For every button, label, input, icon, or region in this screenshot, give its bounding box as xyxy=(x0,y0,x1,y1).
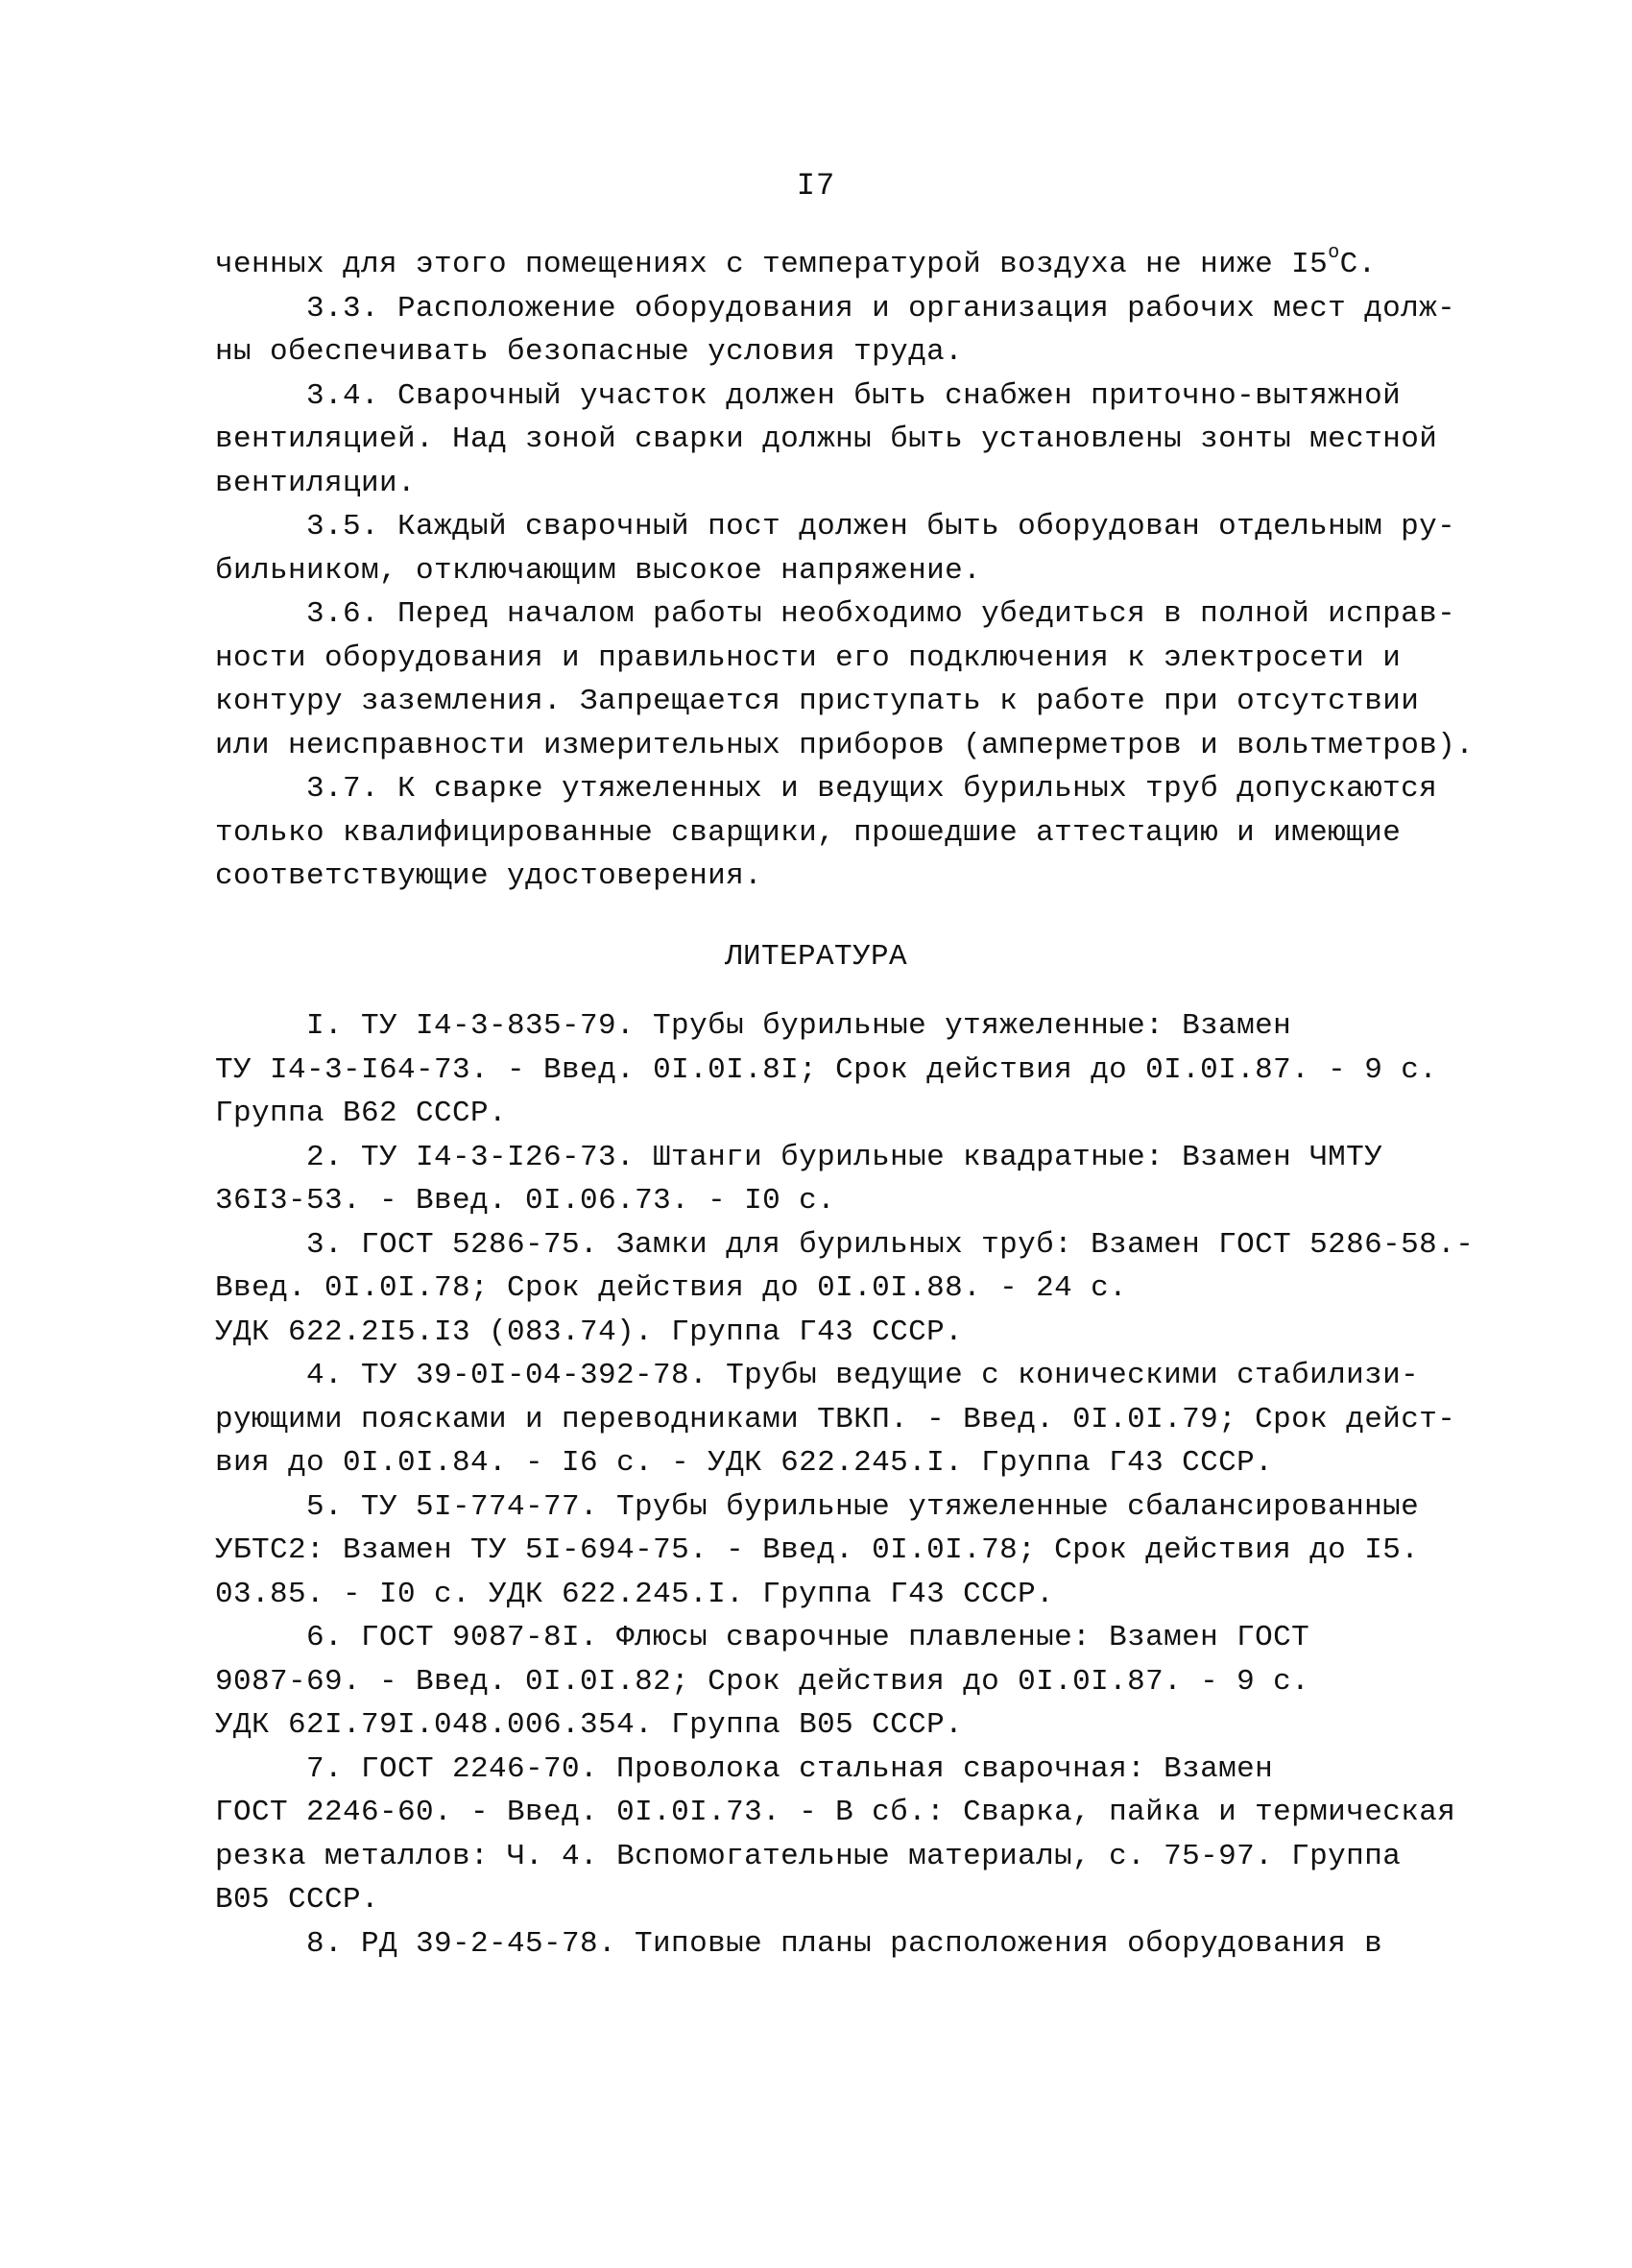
paragraph-line: УДК 622.2I5.I3 (083.74). Группа Г43 СССР. xyxy=(215,1315,964,1349)
paragraph-line: I. ТУ I4-3-835-79. Трубы бурильные утяжеленные: Взамен xyxy=(306,1009,1292,1043)
paragraph-line: В05 СССР. xyxy=(215,1883,380,1917)
paragraph-line: вентиляции. xyxy=(215,466,417,500)
reference-item xyxy=(215,1616,1463,1748)
reference-item xyxy=(215,1223,1475,1355)
safety-paragraph xyxy=(215,505,1463,592)
paragraph-line: 7. ГОСТ 2246-70. Проволока стальная сварочная: Взамен xyxy=(306,1751,1274,1786)
reference-item xyxy=(215,1354,1463,1485)
paragraph-line: 03.85. - I0 с. УДК 622.245.I. Группа Г43 СССР. xyxy=(215,1577,1055,1611)
paragraph-line: Группа В62 СССР. xyxy=(215,1097,508,1130)
paragraph-line: УБТС2: Взамен ТУ 5I-694-75. - Введ. 0I.0I.78; Срок действия до I5. xyxy=(215,1533,1420,1567)
reference-item xyxy=(215,1748,1463,1922)
paragraph-line: Введ. 0I.0I.78; Срок действия до 0I.0I.88. - 24 с. xyxy=(215,1271,1128,1305)
paragraph-line: 3. ГОСТ 5286-75. Замки для бурильных труб: Взамен ГОСТ 5286-58.- xyxy=(306,1227,1475,1262)
paragraph-line: рующими поясками и переводниками ТВКП. - Введ. 0I.0I.79; Срок дейст- xyxy=(215,1402,1456,1436)
paragraph-line: бильником, отключающим высокое напряжение. xyxy=(215,553,982,588)
paragraph-line: или неисправности измерительных приборов (амперметров и вольтметров). xyxy=(215,728,1475,762)
paragraph-line: 2. ТУ I4-3-I26-73. Штанги бурильные квадратные: Взамен ЧМТУ xyxy=(306,1140,1383,1174)
paragraph-line: 3.4. Сварочный участок должен быть снабжен приточно-вытяжной xyxy=(306,378,1402,413)
paragraph-line: ТУ I4-3-I64-73. - Введ. 0I.0I.8I; Срок действия до 0I.0I.87. - 9 с. xyxy=(215,1052,1438,1087)
paragraph-line: 3.5. Каждый сварочный пост должен быть оборудован отдельным ру- xyxy=(306,510,1456,543)
reference-item xyxy=(215,1922,1463,1966)
safety-paragraph xyxy=(215,374,1463,506)
literature-heading: ЛИТЕРАТУРА xyxy=(724,940,908,974)
reference-list xyxy=(215,1004,1475,1966)
reference-item xyxy=(215,1485,1463,1617)
paragraph-line: 5. ТУ 5I-774-77. Трубы бурильные утяжеленные сбалансированные xyxy=(306,1489,1420,1524)
paragraph-line: контуру заземления. Запрещается приступать к работе при отсутствии xyxy=(215,685,1420,718)
paragraph-line: ны обеспечивать безопасные условия труда. xyxy=(215,335,964,369)
paragraph-line: 3.6. Перед началом работы необходимо убедиться в полной исправ- xyxy=(306,597,1456,631)
body-text xyxy=(215,241,1475,899)
paragraph-line: 9087-69. - Введ. 0I.0I.82; Срок действия до 0I.0I.87. - 9 с. xyxy=(215,1664,1310,1699)
paragraph-line: только квалифицированные сварщики, прошедшие аттестацию и имеющие xyxy=(215,815,1402,850)
paragraph-line: УДК 62I.79I.048.006.354. Группа В05 СССР. xyxy=(215,1708,964,1742)
paragraph-line: 8. РД 39-2-45-78. Типовые планы расположения оборудования в xyxy=(306,1926,1383,1961)
paragraph-line: 3.3. Расположение оборудования и организация рабочих мест долж- xyxy=(306,291,1456,326)
safety-paragraphs xyxy=(215,287,1475,899)
reference-item xyxy=(215,1004,1463,1136)
safety-paragraph xyxy=(215,592,1475,767)
paragraph-line: вентиляцией. Над зоной сварки должны быть установлены зонты местной xyxy=(215,422,1438,456)
paragraph-line: резка металлов: Ч. 4. Вспомогательные материалы, с. 75-97. Группа xyxy=(215,1839,1402,1873)
paragraph-line: вия до 0I.0I.84. - I6 с. - УДК 622.245.I. Группа Г43 СССР. xyxy=(215,1446,1274,1480)
page-number: I7 xyxy=(796,168,836,204)
paragraph-line: 3.7. К сварке утяжеленных и ведущих бурильных труб допускаются xyxy=(306,772,1438,806)
degree-mark: o xyxy=(1328,241,1340,264)
paragraph-line: 36I3-53. - Введ. 0I.06.73. - I0 с. xyxy=(215,1184,836,1218)
paragraph-line: ченных для этого помещениях с температурой воздуха не ниже I5$^o$С. xyxy=(215,241,1377,281)
paragraph-line: ности оборудования и правильности его подключения к электросети и xyxy=(215,640,1402,675)
safety-paragraph xyxy=(215,287,1463,374)
continuation-paragraph xyxy=(215,243,1463,287)
paragraph-line: 4. ТУ 39-0I-04-392-78. Трубы ведущие с коническими стабилизи- xyxy=(306,1359,1420,1392)
paragraph-line: 6. ГОСТ 9087-8I. Флюсы сварочные плавленые: Взамен ГОСТ xyxy=(306,1621,1310,1654)
paragraph-line: ГОСТ 2246-60. - Введ. 0I.0I.73. - В сб.: Сварка, пайка и термическая xyxy=(215,1796,1456,1829)
reference-item xyxy=(215,1136,1463,1223)
safety-paragraph xyxy=(215,767,1463,899)
paragraph-line: соответствующие удостоверения. xyxy=(215,859,763,893)
